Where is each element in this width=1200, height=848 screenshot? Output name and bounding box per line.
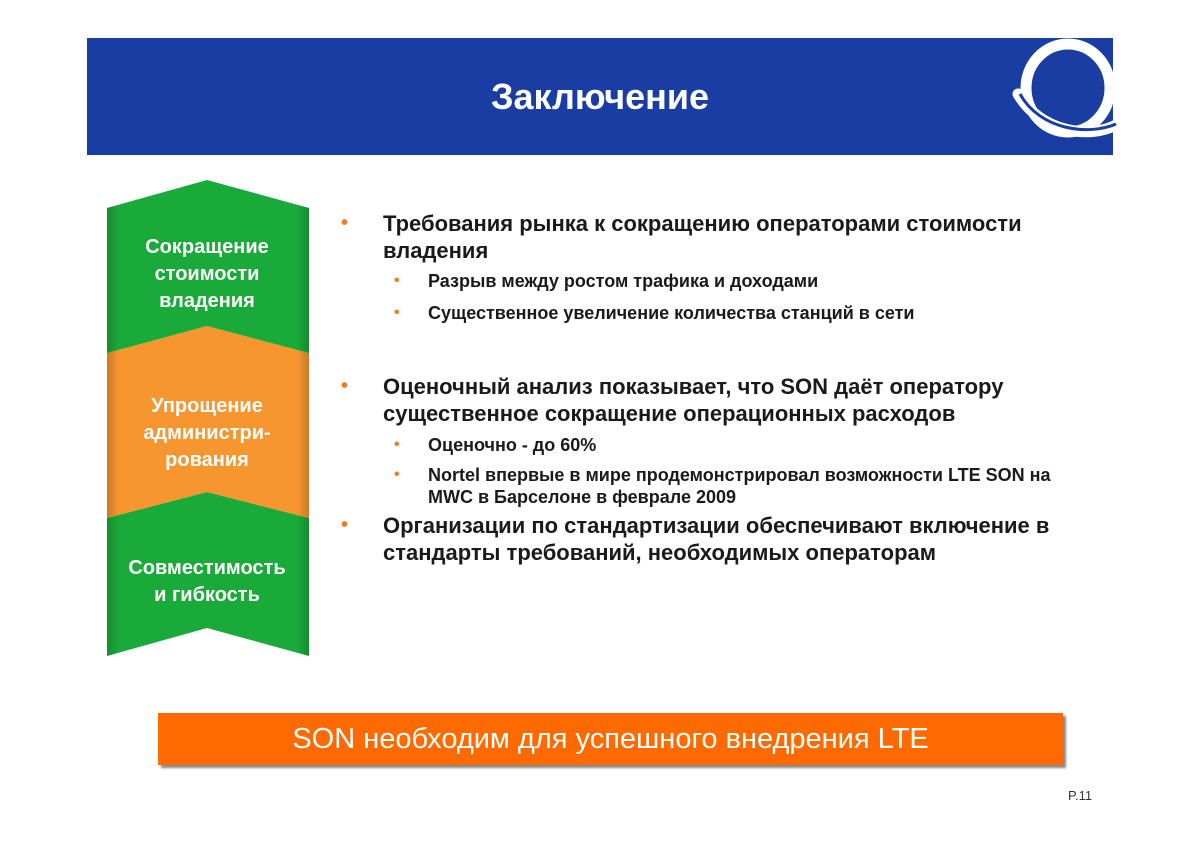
chevron-label-3 bbox=[107, 555, 307, 609]
conclusion-banner: SON необходим для успешного внедрения LTE bbox=[158, 713, 1063, 765]
chevron-label-line: рования bbox=[165, 449, 249, 471]
sub-bullet-item: • Оценочно - до 60% bbox=[338, 434, 1098, 456]
title-bar bbox=[87, 38, 1113, 155]
sub-bullet-item: • Существенное увеличение количества станций в сети bbox=[338, 302, 1098, 324]
chevron-label-line: Совместимость bbox=[128, 557, 286, 579]
bullet-item: • Организации по стандартизации обеспечивают включение в стандарты требований, необходимых операторам bbox=[338, 512, 1098, 566]
bullet-item: • Требования рынка к сокращению операторами стоимости владения bbox=[338, 210, 1098, 264]
bullet-item: • Оценочный анализ показывает, что SON даёт оператору существенное сокращение операционных расходов bbox=[338, 373, 1098, 427]
sub-bullet-item: • Разрыв между ростом трафика и доходами bbox=[338, 270, 1098, 292]
page-number: P.11 bbox=[1068, 788, 1093, 803]
chevron-label-line: Упрощение bbox=[151, 395, 263, 417]
chevron-label-line: стоимости bbox=[154, 263, 260, 285]
chevron-label-2 bbox=[107, 393, 307, 474]
chevron-label-line: и гибкость bbox=[154, 584, 260, 606]
chevron-label-line: Сокращение bbox=[145, 236, 269, 258]
sub-bullet-item: • Nortel впервые в мире продемонстрировал возможности LTE SON на MWC в Барселоне в феврале 2009 bbox=[338, 464, 1098, 508]
slide-title: Заключение bbox=[490, 75, 710, 117]
chevron-label-1 bbox=[107, 234, 307, 315]
chevron-stack bbox=[100, 178, 315, 658]
chevron-label-line: владения bbox=[159, 290, 255, 312]
bullet-list bbox=[338, 210, 1098, 566]
globe-swoosh-icon bbox=[1010, 32, 1120, 144]
chevron-label-line: администри- bbox=[143, 422, 271, 444]
